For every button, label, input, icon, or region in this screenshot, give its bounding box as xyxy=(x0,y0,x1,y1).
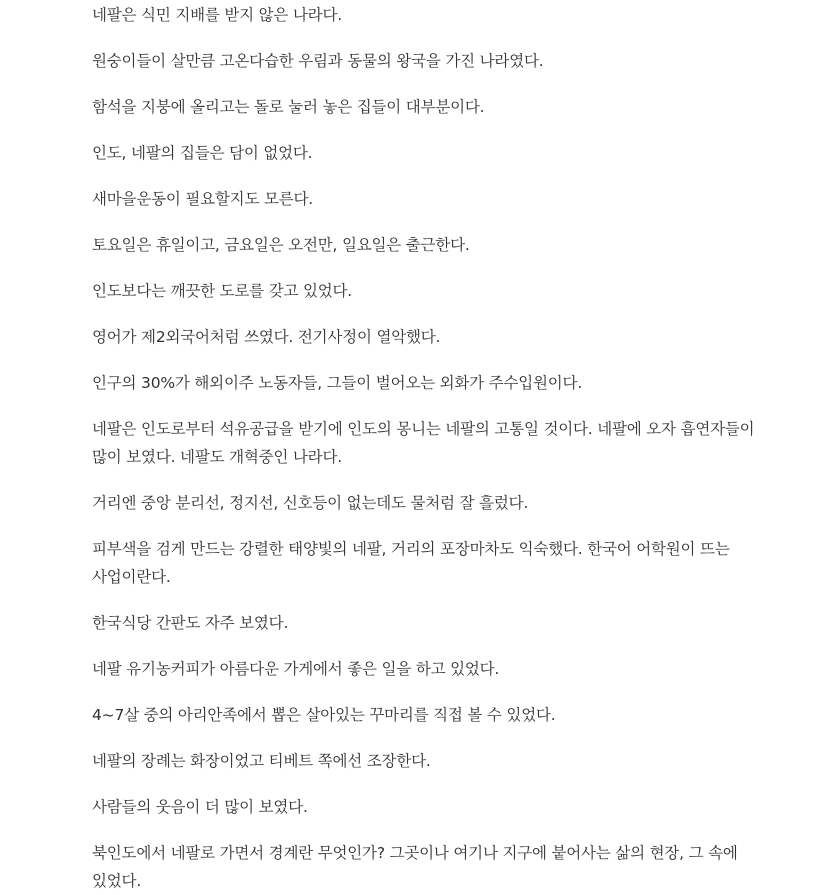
paragraph: 새마을운동이 필요할지도 모른다. xyxy=(92,190,314,208)
paragraph: 피부색을 검게 만드는 강렬한 태양빛의 네팔, 거리의 포장마차도 익숙했다. 한국어 어학원이 뜨는 사업이란다. xyxy=(92,540,730,586)
paragraph: 네팔은 인도로부터 석유공급을 받기에 인도의 몽니는 네팔의 고통일 것이다. 네팔에 오자 흡연자들이 많이 보였다. 네팔도 개혁중인 나라다. xyxy=(92,420,755,466)
article-body xyxy=(92,0,756,895)
paragraph: 인도보다는 깨끗한 도로를 갖고 있었다. xyxy=(92,282,353,300)
paragraph: 네팔의 장례는 화장이었고 티베트 쪽에선 조장한다. xyxy=(92,752,431,770)
paragraph: 토요일은 휴일이고, 금요일은 오전만, 일요일은 출근한다. xyxy=(92,236,470,254)
paragraph: 네팔 유기농커피가 아름다운 가게에서 좋은 일을 하고 있었다. xyxy=(92,660,500,678)
paragraph: 영어가 제2외국어처럼 쓰였다. 전기사정이 열악했다. xyxy=(92,328,441,346)
paragraph: 한국식당 간판도 자주 보였다. xyxy=(92,614,289,632)
paragraph: 인구의 30%가 해외이주 노동자들, 그들이 벌어오는 외화가 주수입원이다. xyxy=(92,374,583,392)
paragraph: 북인도에서 네팔로 가면서 경계란 무엇인가? 그곳이나 여기나 지구에 붙어사는 삶의 현장, 그 속에 있었다. xyxy=(92,844,738,890)
paragraph: 4~7살 중의 아리안족에서 뽑은 살아있는 꾸마리를 직접 볼 수 있었다. xyxy=(92,706,556,724)
paragraph: 함석을 지붕에 올리고는 돌로 눌러 놓은 집들이 대부분이다. xyxy=(92,98,485,116)
paragraph: 거리엔 중앙 분리선, 정지선, 신호등이 없는데도 물처럼 잘 흘렀다. xyxy=(92,494,529,512)
paragraph: 네팔은 식민 지배를 받지 않은 나라다. xyxy=(92,6,342,24)
paragraph: 인도, 네팔의 집들은 담이 없었다. xyxy=(92,144,313,162)
paragraph: 원숭이들이 살만큼 고온다습한 우림과 동물의 왕국을 가진 나라였다. xyxy=(92,52,544,70)
paragraph: 사람들의 웃음이 더 많이 보였다. xyxy=(92,798,308,816)
